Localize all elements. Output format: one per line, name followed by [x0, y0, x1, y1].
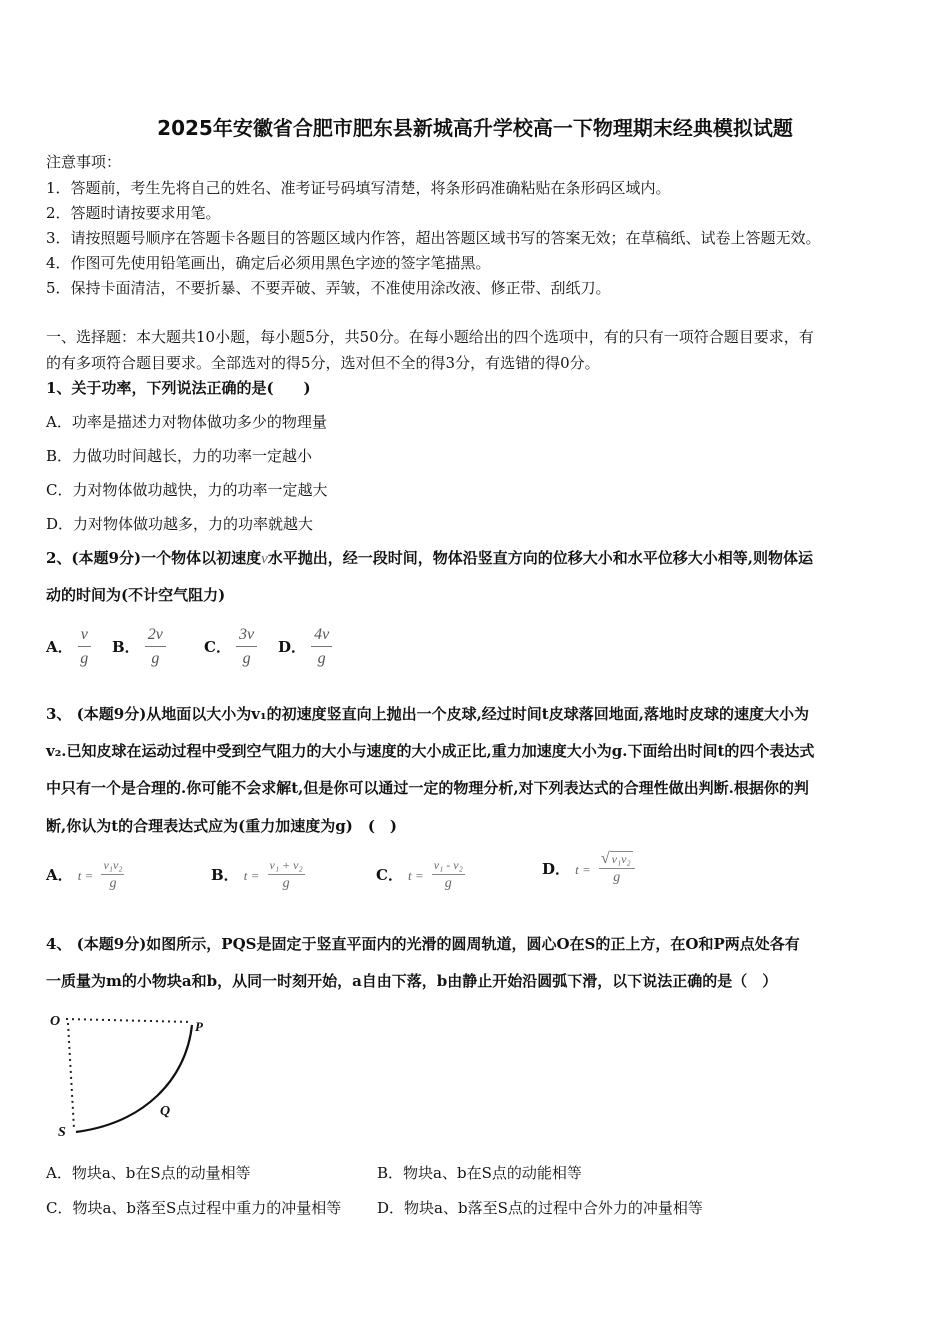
q2-stem-part: 水平抛出，经一段时间，物体沿竖直方向的位移大小和水平位移大小相等,则物体运 [267, 549, 813, 567]
fraction [101, 858, 124, 893]
t-equals: t = [575, 862, 591, 877]
notice-item: 4．作图可先使用铅笔画出，确定后必须用黑色字迹的签字笔描黑。 [46, 254, 491, 272]
question-2-stem-line2: 动的时间为(不计空气阻力) [46, 586, 226, 604]
denominator: g [282, 876, 290, 891]
q2-option-d [278, 626, 332, 669]
notice-item: 1．答题前，考生先将自己的姓名、准考证号码填写清楚，将条形码准确粘贴在条形码区域内。 [46, 179, 671, 197]
section-intro: 的有多项符合题目要求。全部选对的得5分，选对但不全的得3分，有选错的得0分。 [46, 354, 600, 372]
q2-option-a [46, 626, 91, 669]
t-equals: t = [408, 868, 424, 883]
q4-option-a: A．物块a、b在S点的动量相等 [46, 1164, 251, 1182]
option-label: C． [376, 866, 403, 884]
fraction [236, 626, 257, 669]
q2-velocity-symbol: v [261, 551, 268, 567]
section-intro: 一、选择题：本大题共10小题，每小题5分，共50分。在每小题给出的四个选项中，有的只有一项符合题目要求，有 [46, 328, 814, 346]
t-equals: t = [77, 868, 94, 883]
question-3-stem: 3、 (本题9分)从地面以大小为v₁的初速度竖直向上抛出一个皮球,经过时间t皮球落回地面,落地时皮球的速度大小为 [46, 705, 809, 723]
numerator: √ v₁v₂ [599, 852, 635, 869]
q3-option-c [376, 858, 465, 893]
fraction [268, 858, 305, 893]
question-4-stem: 一质量为m的小物块a和b，从同一时刻开始，a自由下落，b由静止开始沿圆弧下滑，以下说法正确的是（ ） [46, 972, 778, 990]
fraction [599, 852, 635, 887]
fraction [145, 626, 166, 669]
t-equals: t = [243, 868, 260, 883]
option-label: C． [204, 638, 231, 656]
question-3-stem: v₂.已知皮球在运动过程中受到空气阻力的大小与速度的大小成正比,重力加速度大小为g.下面给出时间t的四个表达式 [46, 742, 815, 760]
denominator: g [613, 870, 621, 885]
option-label: A． [46, 638, 73, 656]
label-s: S [58, 1125, 66, 1140]
question-3-stem: 中只有一个是合理的.你可能不会求解t,但是你可以通过一定的物理分析,对下列表达式的合理性做出判断.根据你的判 [46, 779, 809, 797]
q1-option-a: A．功率是描述力对物体做功多少的物理量 [46, 413, 327, 431]
notice-heading: 注意事项： [46, 153, 122, 171]
option-label: A． [46, 866, 73, 884]
q4-option-d: D．物块a、b落至S点的过程中合外力的冲量相等 [377, 1199, 703, 1217]
q3-option-a [46, 858, 124, 893]
notice-item: 3．请按照题号顺序在答题卡各题目的答题区域内作答，超出答题区域书写的答案无效；在草稿纸、试卷上答题无效。 [46, 229, 821, 247]
question-2-stem [46, 547, 813, 568]
q4-option-b: B．物块a、b在S点的动能相等 [377, 1164, 582, 1182]
denominator: g [80, 650, 89, 667]
sqrt-radicand: v₁v₂ [611, 852, 631, 866]
option-label: D． [278, 638, 307, 656]
fraction [432, 858, 465, 893]
numerator: v₁ - v₂ [432, 858, 465, 875]
denominator: g [444, 876, 452, 891]
q1-option-c: C．力对物体做功越快，力的功率一定越大 [46, 481, 328, 499]
option-label: B． [112, 638, 140, 656]
denominator: g [317, 650, 326, 667]
circular-track-figure [44, 1005, 224, 1145]
numerator: 2v [145, 626, 166, 647]
numerator: 3v [236, 626, 257, 647]
q2-stem-part: 2、(本题9分)一个物体以初速度 [46, 549, 262, 567]
option-label: B． [211, 866, 239, 884]
q1-option-d: D．力对物体做功越多，力的功率就越大 [46, 515, 314, 533]
q2-option-b [112, 626, 166, 669]
numerator: v [78, 626, 91, 647]
o-to-s-dashed-line [68, 1023, 74, 1129]
notice-item: 2．答题时请按要求用笔。 [46, 204, 221, 222]
q3-option-b [211, 858, 305, 893]
numerator: v₁v₂ [101, 858, 124, 875]
denominator: g [151, 650, 160, 667]
denominator: g [109, 876, 117, 891]
question-3-stem: 断,你认为t的合理表达式应为(重力加速度为g) ( ) [46, 817, 398, 835]
option-label: D． [542, 860, 571, 878]
label-o: O [50, 1014, 61, 1029]
label-p: P [195, 1019, 203, 1034]
q1-option-b: B．力做功时间越长，力的功率一定越小 [46, 447, 313, 465]
page-title: 2025年安徽省合肥市肥东县新城高升学校高一下物理期末经典模拟试题 [157, 116, 793, 140]
numerator: 4v [311, 626, 332, 647]
numerator: v₁ + v₂ [268, 858, 305, 875]
notice-item: 5．保持卡面清洁，不要折暴、不要弄破、弄皱，不准使用涂改液、修正带、刮纸刀。 [46, 279, 611, 297]
o-to-p-dashed-line [66, 1019, 192, 1022]
arc-track [76, 1025, 192, 1132]
question-4-stem: 4、 (本题9分)如图所示，PQS是固定于竖直平面内的光滑的圆周轨道，圆心O在S的正上方，在O和P两点处各有 [46, 935, 800, 953]
denominator: g [242, 650, 251, 667]
q2-option-c [204, 626, 257, 669]
fraction [311, 626, 332, 669]
q4-option-c: C．物块a、b落至S点过程中重力的冲量相等 [46, 1199, 342, 1217]
fraction [78, 626, 91, 669]
label-q: Q [160, 1104, 171, 1119]
q3-option-d [542, 852, 635, 887]
question-1-stem: 1、关于功率，下列说法正确的是( ) [46, 379, 311, 397]
